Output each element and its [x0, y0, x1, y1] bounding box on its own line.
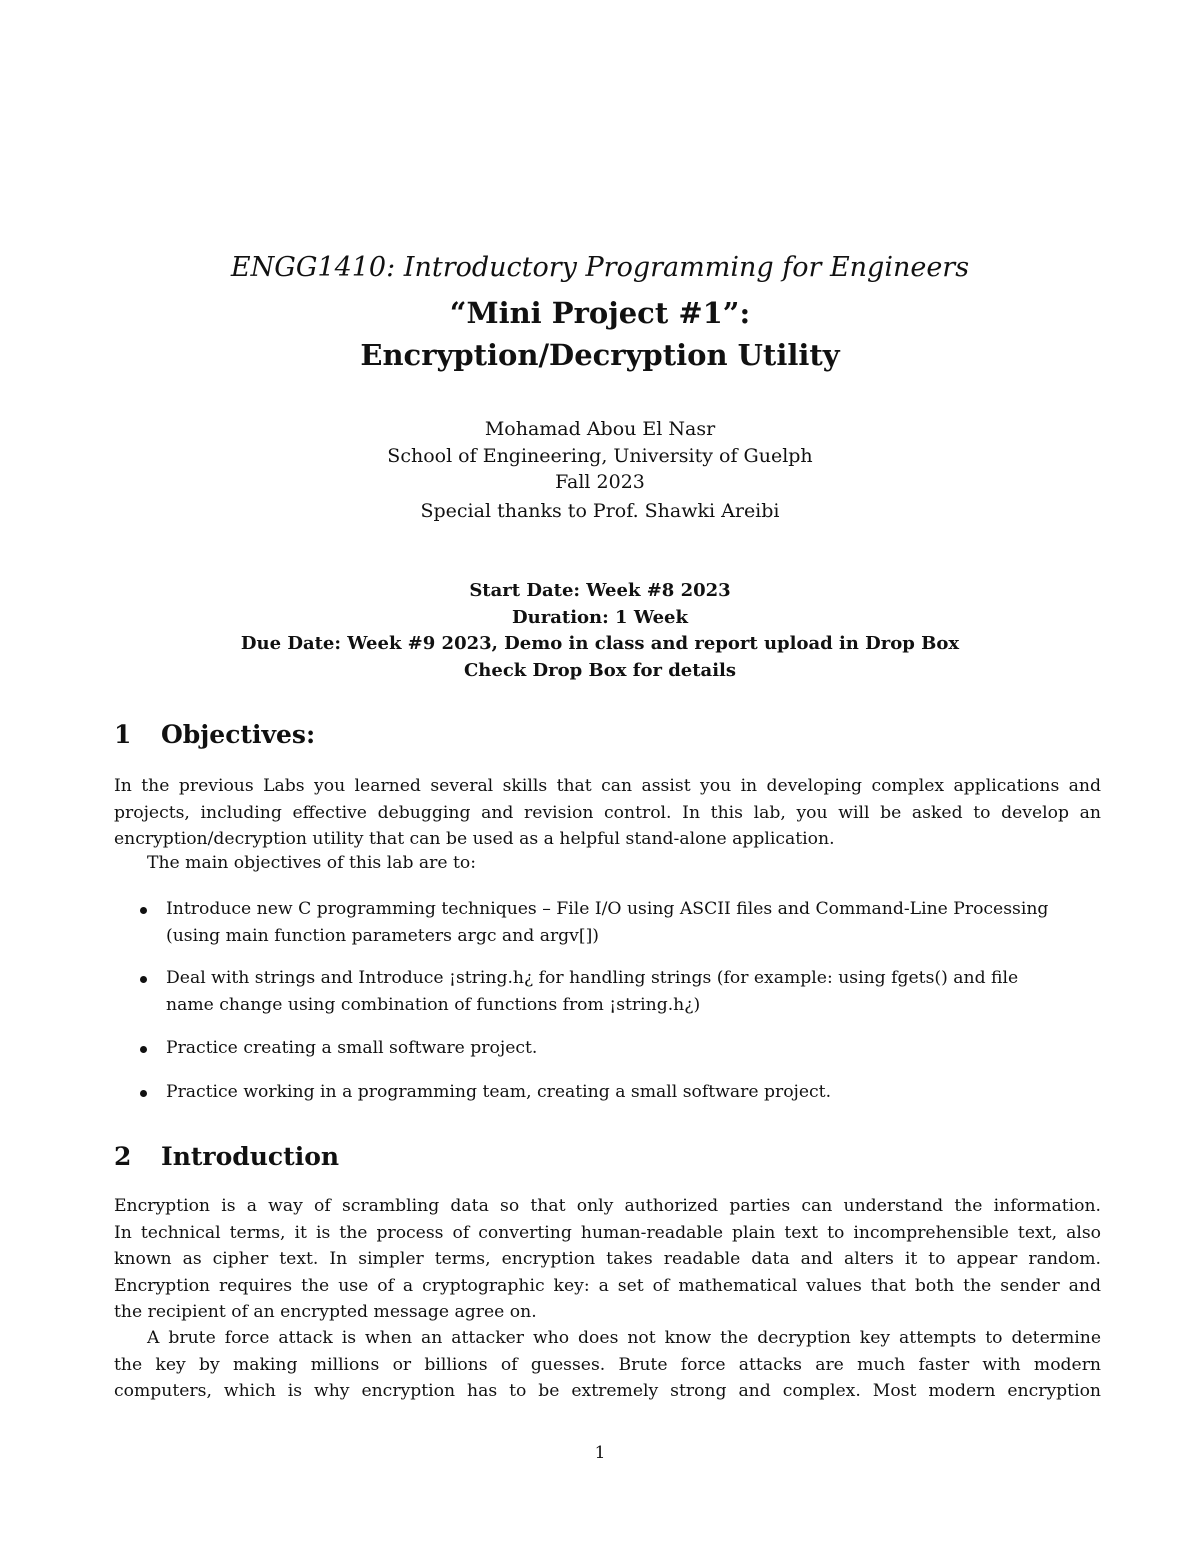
- list-item-line: Practice creating a small software project.: [166, 1038, 538, 1058]
- paragraph-line: the recipient of an encrypted message agree on.: [114, 1302, 537, 1322]
- section-heading-objectives: [114, 718, 315, 752]
- introduction-paragraph-1: [114, 1193, 1101, 1326]
- paragraph-line: projects, including effective debugging and revision control. In this lab, you will be asked to develop an: [114, 802, 1101, 823]
- section-heading-introduction: [114, 1140, 339, 1174]
- bullet-icon: [140, 1046, 147, 1053]
- course-title: ENGG1410: Introductory Programming for Engineers: [230, 252, 970, 283]
- paragraph-line: known as cipher text. In simpler terms, encryption takes readable data and alters it to appear random.: [114, 1249, 1101, 1269]
- term: Fall 2023: [555, 471, 645, 493]
- list-item-line: (using main function parameters argc and argv[]): [166, 925, 600, 946]
- author-name: Mohamad Abou El Nasr: [484, 418, 716, 440]
- list-item-line: Practice working in a programming team, creating a small software project.: [166, 1082, 832, 1102]
- author-affiliation: School of Engineering, University of Guelph: [387, 445, 813, 467]
- paragraph-line: A brute force attack is when an attacker who does not know the decryption key attempts to determine: [147, 1328, 1101, 1348]
- duration: Duration: 1 Week: [512, 607, 688, 628]
- bullet-icon: [140, 1090, 147, 1097]
- page-number: 1: [594, 1443, 606, 1463]
- paragraph-line: the key by making millions or billions of guesses. Brute force attacks are much faster with modern: [114, 1354, 1101, 1375]
- introduction-paragraph-2: [114, 1325, 1101, 1405]
- section-number: 1: [114, 720, 132, 749]
- list-item-line: name change using combination of functions from ¡string.h¿): [166, 994, 701, 1015]
- bullet-icon: [140, 976, 147, 983]
- bullet-icon: [140, 907, 147, 914]
- list-item-line: Introduce new C programming techniques – File I/O using ASCII files and Command-Line Processing: [166, 899, 1049, 919]
- paragraph-line: Encryption requires the use of a cryptographic key: a set of mathematical values that both the sender and: [114, 1275, 1101, 1296]
- paragraph-line: encryption/decryption utility that can be used as a helpful stand-alone application.: [114, 829, 835, 849]
- due-date: Due Date: Week #9 2023, Demo in class and report upload in Drop Box: [240, 633, 960, 654]
- paragraph-line: computers, which is why encryption has to be extremely strong and complex. Most modern encryption: [114, 1381, 1101, 1401]
- paragraph-line: Encryption is a way of scrambling data so that only authorized parties can understand the information.: [114, 1196, 1101, 1216]
- paragraph-line: In technical terms, it is the process of converting human-readable plain text to incomprehensible text, also: [114, 1222, 1101, 1243]
- details-note: Check Drop Box for details: [463, 660, 737, 681]
- paragraph-line: In the previous Labs you learned several skills that can assist you in developing complex applications and: [114, 776, 1101, 796]
- objectives-paragraph: [114, 773, 1101, 853]
- objectives-intro: [114, 850, 1101, 877]
- project-title-line-2: Encryption/Decryption Utility: [360, 338, 840, 372]
- section-title: Objectives:: [161, 720, 316, 749]
- list-item-line: Deal with strings and Introduce ¡string.h¿ for handling strings (for example: using fgets() and file: [166, 968, 1019, 988]
- project-title-line-1: “Mini Project #1”:: [449, 296, 751, 330]
- section-title: Introduction: [161, 1142, 340, 1171]
- section-number: 2: [114, 1142, 132, 1171]
- acknowledgement: Special thanks to Prof. Shawki Areibi: [420, 500, 780, 522]
- start-date: Start Date: Week #8 2023: [469, 580, 731, 601]
- paragraph-line: The main objectives of this lab are to:: [147, 853, 477, 873]
